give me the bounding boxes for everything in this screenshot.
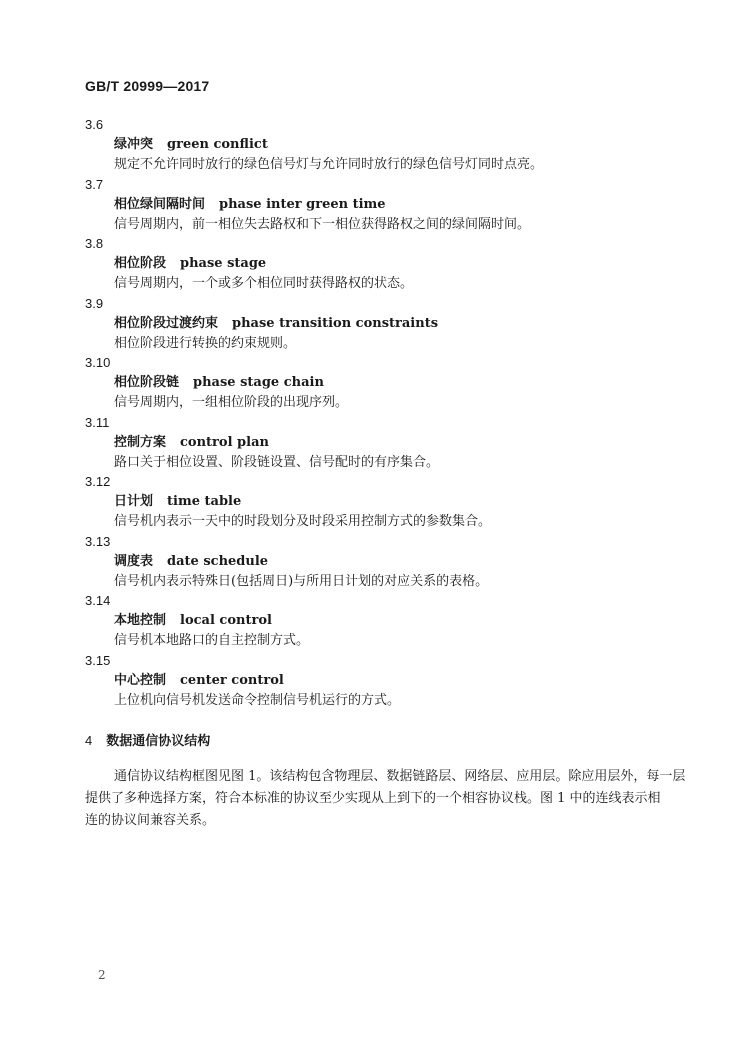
term-title xyxy=(114,136,268,153)
section-paragraph xyxy=(85,766,686,832)
term-number: 3.12 xyxy=(85,474,111,489)
term-number: 3.15 xyxy=(85,652,111,668)
term-number: 3.8 xyxy=(85,236,104,251)
term-definition: 相位阶段进行转换的约束规则。 xyxy=(114,335,297,351)
term-title-en: date schedule xyxy=(167,553,269,569)
term-title xyxy=(114,553,268,570)
term-title-zh: 本地控制 xyxy=(114,613,167,628)
term-title xyxy=(114,196,386,213)
term-title xyxy=(114,315,438,332)
term-definition: 信号机内表示特殊日(包括周日)与所用日计划的对应关系的表格。 xyxy=(114,573,489,589)
term-definition: 上位机向信号机发送命令控制信号机运行的方式。 xyxy=(114,692,401,708)
term-title xyxy=(114,672,284,689)
term-title-zh: 调度表 xyxy=(114,553,154,569)
term-title-zh: 绿冲突 xyxy=(114,137,154,152)
term-definition: 信号机本地路口的自主控制方式。 xyxy=(114,633,310,648)
term-title-zh: 相位绿间隔时间 xyxy=(114,196,206,212)
term-entry xyxy=(85,116,685,176)
term-number: 3.6 xyxy=(85,117,104,132)
term-number: 3.13 xyxy=(85,533,111,549)
term-definition: 路口关于相位设置、阶段链设置、信号配时的有序集合。 xyxy=(114,454,440,470)
term-title-zh: 日计划 xyxy=(114,494,154,509)
paragraph-line: 提供了多种选择方案，符合本标准的协议至少实现从上到下的一个相容协议栈。图 1 中的连线表示相 xyxy=(85,791,661,806)
term-entry xyxy=(85,295,685,355)
term-title-zh: 中心控制 xyxy=(114,672,167,688)
term-title-zh: 控制方案 xyxy=(114,434,167,450)
term-title xyxy=(114,612,272,629)
term-title-zh: 相位阶段过渡约束 xyxy=(114,315,219,331)
term-number: 3.9 xyxy=(85,295,104,311)
term-number: 3.10 xyxy=(85,355,111,370)
term-definition: 规定不允许同时放行的绿色信号灯与允许同时放行的绿色信号灯同时点亮。 xyxy=(114,157,544,172)
terms-list xyxy=(85,116,685,711)
section-heading xyxy=(85,732,210,750)
section-title: 数据通信协议结构 xyxy=(106,734,211,749)
section-number: 4 xyxy=(85,733,93,748)
term-title xyxy=(114,374,324,391)
term-entry xyxy=(85,176,685,236)
term-title-en: local control xyxy=(180,613,272,628)
term-number: 3.14 xyxy=(85,593,111,608)
term-entry xyxy=(85,354,685,414)
term-definition: 信号周期内，前一相位失去路权和下一相位获得路权之间的绿间隔时间。 xyxy=(114,216,531,232)
term-title-en: time table xyxy=(167,494,242,509)
term-title-en: phase stage chain xyxy=(193,375,324,390)
paragraph-line: 通信协议结构框图见图 1。该结构包含物理层、数据链路层、网络层、应用层。除应用层外，每一层 xyxy=(114,769,686,784)
term-entry xyxy=(85,414,685,474)
term-number: 3.11 xyxy=(85,414,110,430)
term-title-en: center control xyxy=(180,672,284,688)
term-definition: 信号周期内，一组相位阶段的出现序列。 xyxy=(114,395,349,410)
term-title xyxy=(114,255,266,272)
paragraph-line: 连的协议间兼容关系。 xyxy=(85,813,216,828)
standard-code-header: GB/T 20999—2017 xyxy=(85,78,210,94)
page-number: 2 xyxy=(98,968,106,982)
term-title-en: phase transition constraints xyxy=(232,315,439,331)
term-entry xyxy=(85,473,685,533)
term-entry xyxy=(85,533,685,593)
term-title xyxy=(114,493,241,510)
term-title-zh: 相位阶段 xyxy=(114,256,167,271)
term-title xyxy=(114,434,269,451)
term-entry xyxy=(85,592,685,652)
term-title-en: phase stage xyxy=(180,256,267,271)
term-title-en: control plan xyxy=(180,434,269,450)
term-title-en: phase inter green time xyxy=(219,196,386,212)
term-definition: 信号周期内，一个或多个相位同时获得路权的状态。 xyxy=(114,276,414,291)
term-entry xyxy=(85,652,685,712)
term-title-en: green conflict xyxy=(167,137,268,152)
term-title-zh: 相位阶段链 xyxy=(114,375,180,390)
term-definition: 信号机内表示一天中的时段划分及时段采用控制方式的参数集合。 xyxy=(114,514,492,529)
term-entry xyxy=(85,235,685,295)
term-number: 3.7 xyxy=(85,176,104,192)
